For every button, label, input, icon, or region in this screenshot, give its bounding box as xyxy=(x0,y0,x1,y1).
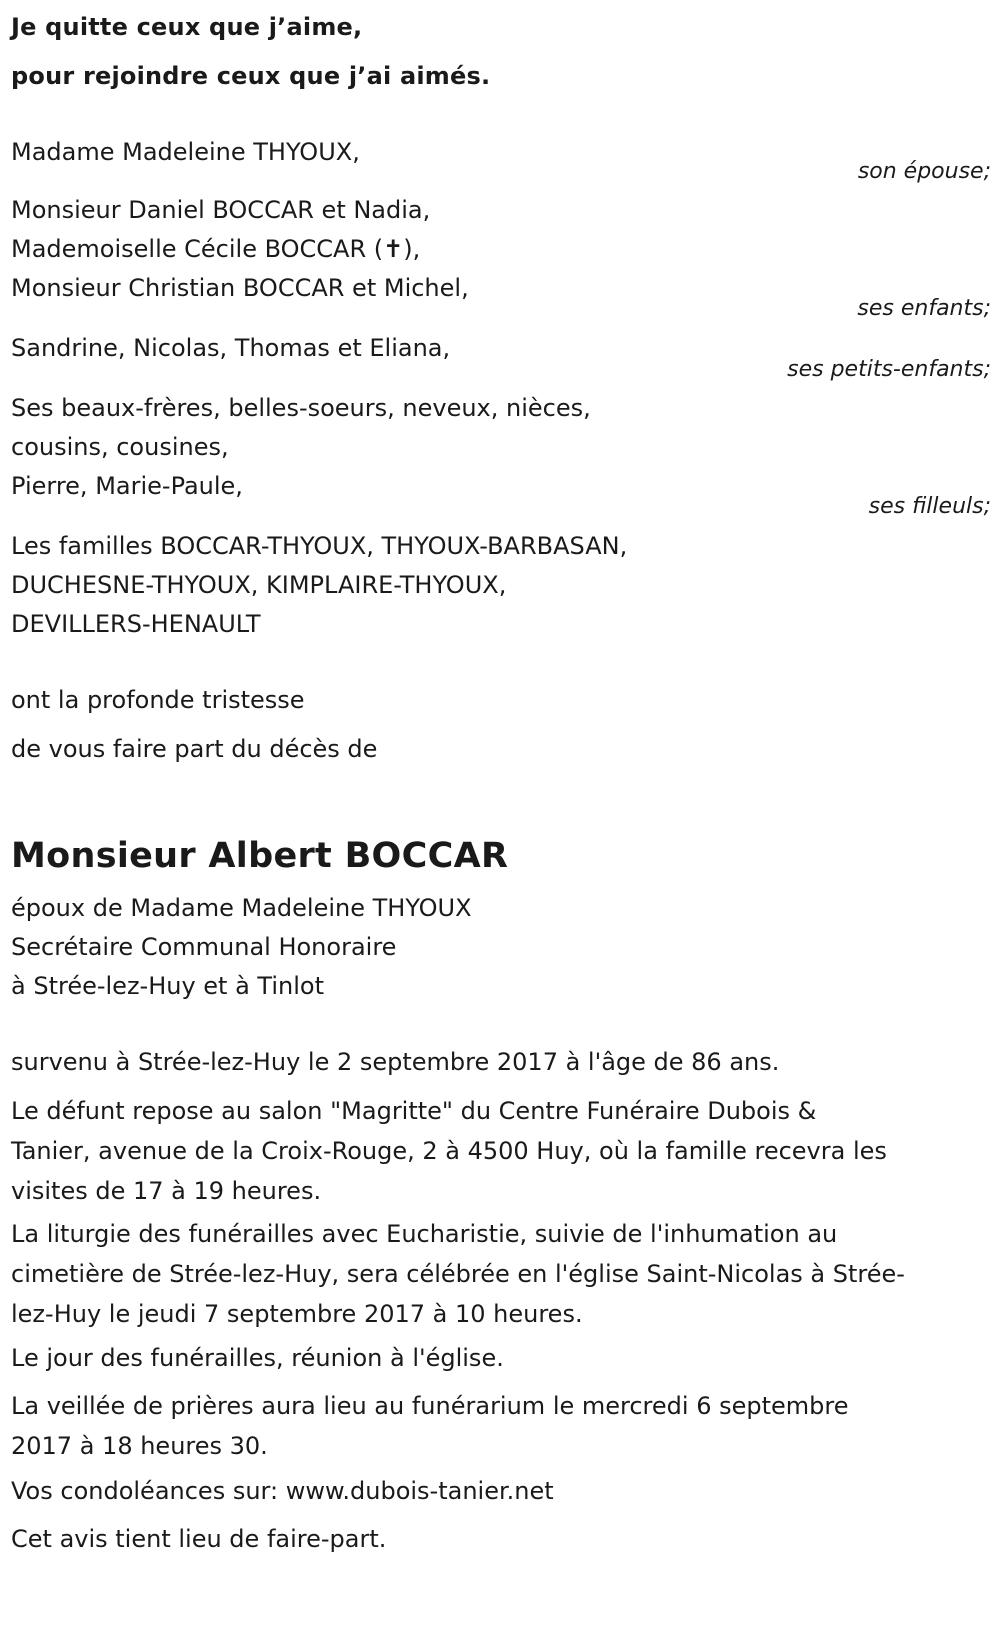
quote-line-2: pour rejoindre ceux que j’ai aimés. xyxy=(11,62,491,90)
liturgy-line-3: lez-Huy le jeudi 7 septembre 2017 à 10 heures. xyxy=(11,1300,583,1328)
liturgy-line-2: cimetière de Strée-lez-Huy, sera célébrée en l'église Saint-Nicolas à Strée- xyxy=(11,1260,905,1288)
grandchildren: Sandrine, Nicolas, Thomas et Eliana, xyxy=(11,334,451,362)
child-3: Monsieur Christian BOCCAR et Michel, xyxy=(11,274,469,302)
rest-paragraph xyxy=(11,1091,991,1211)
godchildren-names: Pierre, Marie-Paule, xyxy=(11,472,243,500)
closing-statement: Cet avis tient lieu de faire-part. xyxy=(11,1525,387,1553)
wife-name: Madame Madeleine THYOUX, xyxy=(11,138,360,166)
quote-line-1: Je quitte ceux que j’aime, xyxy=(11,13,363,41)
vigil-line-1: La veillée de prières aura lieu au funérarium le mercredi 6 septembre xyxy=(11,1392,849,1420)
deceased-location: à Strée-lez-Huy et à Tinlot xyxy=(11,972,324,1000)
deceased-spouse: époux de Madame Madeleine THYOUX xyxy=(11,894,472,922)
in-laws-line-1: Ses beaux-frères, belles-soeurs, neveux, nièces, xyxy=(11,394,591,422)
announcement-line-1: ont la profonde tristesse xyxy=(11,686,305,714)
liturgy-line-1: La liturgie des funérailles avec Eucharistie, suivie de l'inhumation au xyxy=(11,1220,838,1248)
families-line-1: Les familles BOCCAR-THYOUX, THYOUX-BARBASAN, xyxy=(11,532,628,560)
announcement-line-2: de vous faire part du décès de xyxy=(11,735,378,763)
death-statement: survenu à Strée-lez-Huy le 2 septembre 2017 à l'âge de 86 ans. xyxy=(11,1048,780,1076)
child-1: Monsieur Daniel BOCCAR et Nadia, xyxy=(11,196,431,224)
child-2: Mademoiselle Cécile BOCCAR (✝), xyxy=(11,235,421,263)
families-line-3: DEVILLERS-HENAULT xyxy=(11,610,261,638)
godchildren-relation: ses filleuls; xyxy=(868,494,991,519)
condolences-link: Vos condoléances sur: www.dubois-tanier.net xyxy=(11,1477,554,1505)
grandchildren-relation: ses petits-enfants; xyxy=(787,357,991,382)
wife-relation: son épouse; xyxy=(857,159,991,184)
deceased-name: Monsieur Albert BOCCAR xyxy=(11,836,509,876)
children-relation: ses enfants; xyxy=(857,296,991,321)
deceased-title: Secrétaire Communal Honoraire xyxy=(11,933,397,961)
rest-line-1: Le défunt repose au salon "Magritte" du Centre Funéraire Dubois & xyxy=(11,1097,817,1125)
meeting-statement: Le jour des funérailles, réunion à l'église. xyxy=(11,1344,504,1372)
rest-line-3: visites de 17 à 19 heures. xyxy=(11,1177,322,1205)
families-line-2: DUCHESNE-THYOUX, KIMPLAIRE-THYOUX, xyxy=(11,571,507,599)
in-laws-line-2: cousins, cousines, xyxy=(11,433,229,461)
vigil-paragraph xyxy=(11,1386,991,1466)
rest-line-2: Tanier, avenue de la Croix-Rouge, 2 à 4500 Huy, où la famille recevra les xyxy=(11,1137,887,1165)
liturgy-paragraph xyxy=(11,1214,991,1334)
vigil-line-2: 2017 à 18 heures 30. xyxy=(11,1432,268,1460)
